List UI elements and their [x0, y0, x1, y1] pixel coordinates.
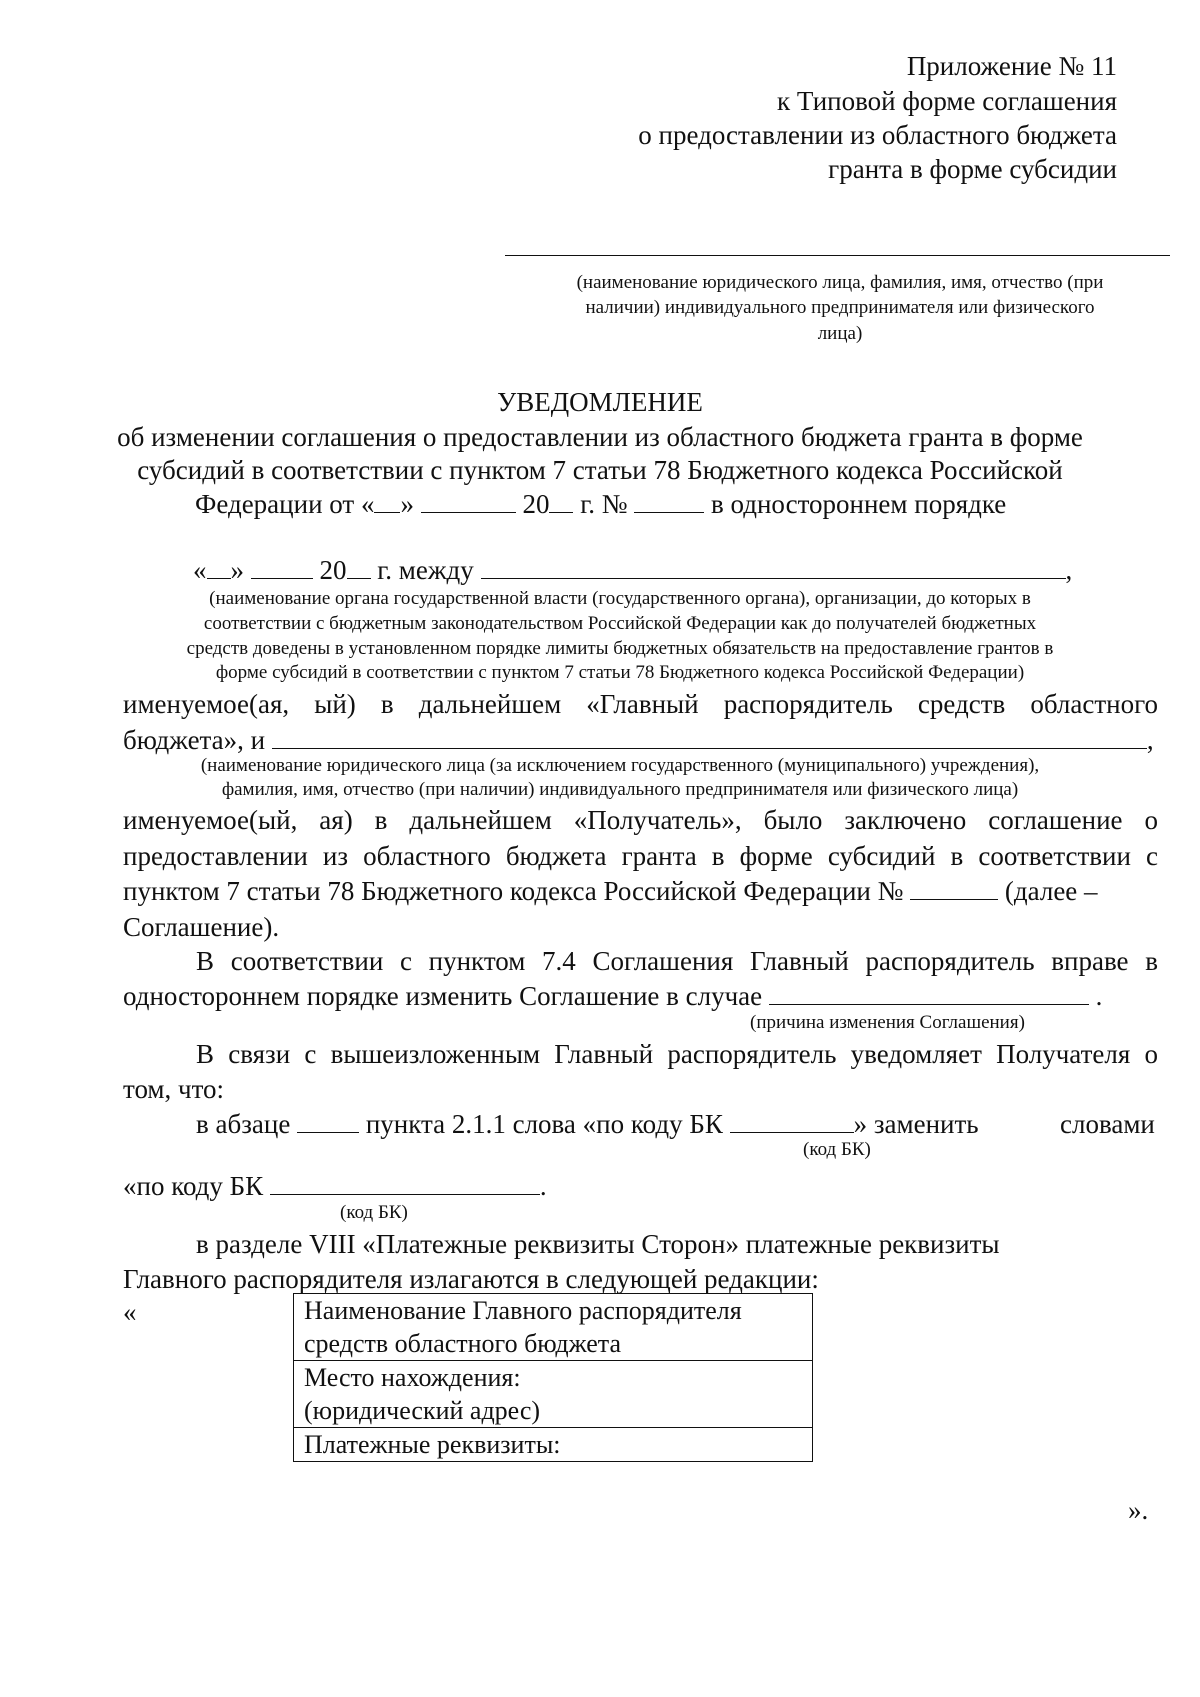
agreement-date-line: « » 20 г. между ,: [193, 555, 1073, 585]
body-text-line: В соответствии с пунктом 7.4 Соглашения Главный распорядитель вправе в: [196, 946, 1158, 976]
table-cell: Наименование Главного распорядителя средств областного бюджета: [294, 1294, 813, 1361]
budget-code-caption: (код БК): [340, 1202, 408, 1223]
year-blank: [549, 490, 573, 513]
title-date-line: Федерации от « » 20 г. № в одностороннем порядке: [195, 489, 1007, 519]
budget-code-caption: (код БК): [803, 1139, 871, 1160]
new-budget-code-blank: [270, 1172, 540, 1195]
table-row: [294, 1294, 813, 1361]
body-text-line: Главного распорядителя излагаются в следующей редакции:: [123, 1264, 819, 1294]
body-text-line: бюджета», и ,: [123, 725, 1154, 755]
budget-code-blank: [730, 1110, 854, 1133]
change-reason-caption: (причина изменения Соглашения): [750, 1012, 1025, 1033]
month-blank: [251, 556, 313, 579]
body-text-word: словами: [1060, 1109, 1155, 1139]
requisites-table: [293, 1293, 813, 1462]
open-quote: «: [123, 1297, 137, 1327]
year-blank: [347, 556, 371, 579]
authority-name-blank: [481, 556, 1066, 579]
body-text-line: одностороннем порядке изменить Соглашение в случае .: [123, 981, 1103, 1011]
day-blank: [374, 490, 400, 513]
header-line: о предоставлении из областного бюджета: [638, 120, 1117, 150]
title-subline: субсидий в соответствии с пунктом 7 статьи 78 Бюджетного кодекса Российской: [137, 455, 1063, 485]
body-text-line: именуемое(ый, ая) в дальнейшем «Получатель», было заключено соглашение о: [123, 805, 1158, 835]
month-blank: [421, 490, 516, 513]
body-text-line: Соглашение).: [123, 912, 280, 942]
table-cell: Платежные реквизиты:: [294, 1428, 813, 1462]
table-row: [294, 1428, 813, 1462]
header-line: Приложение № 11: [906, 51, 1117, 81]
recipient-name-blank: [505, 255, 1170, 256]
table-cell: Место нахождения: (юридический адрес): [294, 1361, 813, 1428]
body-text-line: «по коду БК .: [123, 1171, 547, 1201]
body-text-line: в разделе VIII «Платежные реквизиты Сторон» платежные реквизиты: [196, 1229, 1000, 1259]
change-reason-blank: [769, 982, 1089, 1005]
day-blank: [207, 556, 231, 579]
paragraph-blank: [297, 1110, 359, 1133]
document-title: УВЕДОМЛЕНИЕ: [497, 387, 703, 417]
body-text-line: том, что:: [123, 1074, 225, 1104]
body-text-line: В связи с вышеизложенным Главный распорядитель уведомляет Получателя о: [196, 1039, 1158, 1069]
agreement-number-blank: [910, 877, 998, 900]
body-text-line: предоставлении из областного бюджета гранта в форме субсидий в соответствии с: [123, 841, 1158, 871]
header-line: гранта в форме субсидии: [828, 154, 1117, 184]
header-line: к Типовой форме соглашения: [777, 86, 1117, 116]
body-text-line: именуемое(ая, ый) в дальнейшем «Главный распорядитель средств областного: [123, 689, 1158, 719]
number-blank: [634, 490, 704, 513]
close-quote: ».: [1128, 1495, 1149, 1525]
recipient-name-blank: [272, 726, 1147, 749]
title-subline: об изменении соглашения о предоставлении из областного бюджета гранта в форме: [117, 422, 1083, 452]
body-text-line: в абзаце пункта 2.1.1 слова «по коду БК » заменить: [196, 1109, 979, 1139]
body-text-line: пунктом 7 статьи 78 Бюджетного кодекса Российской Федерации № (далее –: [123, 876, 1098, 906]
table-row: [294, 1361, 813, 1428]
